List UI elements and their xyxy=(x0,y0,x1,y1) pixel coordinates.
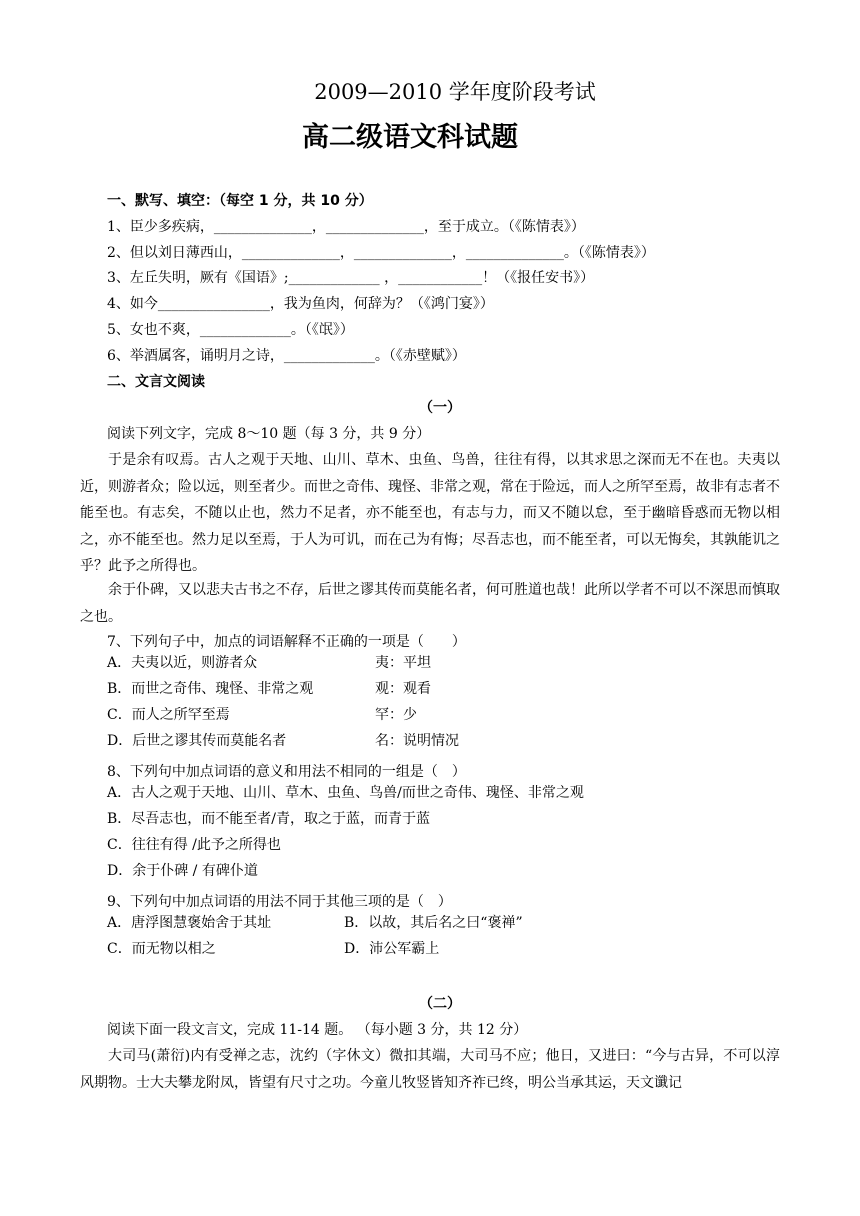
question-7-option-a-gloss: 夷：平坦 xyxy=(375,655,431,671)
question-9-option-c: C．而无物以相之 xyxy=(107,941,216,957)
part1-instruction: 阅读下列文字，完成 8～10 题（每 3 分，共 9 分） xyxy=(107,426,431,442)
fill-item-5: 5、女也不爽，_____________。（《氓》） xyxy=(107,322,354,338)
question-9-option-a: A．唐浮图慧褒始舍于其址 xyxy=(107,915,272,931)
passage1-paragraph-1: 于是余有叹焉。古人之观于天地、山川、草木、虫鱼、鸟兽，往往有得，以其求思之深而无不在也。夫夷以近，则游者众；险以远，则至者少。而世之奇伟、瑰怪、非常之观，常在于险远，而人之所罕至焉，故非有志者不能至也。有志矣，不随以止也，然力不足者，亦不能至也，有志与力，而又不随以怠，至于幽暗昏惑而无物以相之，亦不能至也。然力足以至焉，于人为可讥，而在己为有悔；尽吾志也，而不能至者，可以无悔矣，其孰能讥之乎？此予之所得也。 xyxy=(80,452,780,574)
question-7-option-b-gloss: 观：观看 xyxy=(375,681,431,697)
question-7-option-c-gloss: 罕：少 xyxy=(375,707,417,723)
question-7-stem: 7、下列句子中，加点的词语解释不正确的一项是（ ） xyxy=(107,634,466,650)
part1-label: （一） xyxy=(419,400,461,416)
question-8-option-c: C．往往有得 /此予之所得也 xyxy=(107,837,281,853)
question-7-option-d-gloss: 名：说明情况 xyxy=(375,733,459,749)
passage1-paragraph-2: 余于仆碑，又以悲夫古书之不存，后世之谬其传而莫能名者，何可胜道也哉！此所以学者不可以不深思而慎取之也。 xyxy=(80,582,780,625)
section1-heading: 一、默写、填空：（每空 1 分，共 10 分） xyxy=(107,193,373,209)
question-8-option-b: B．尽吾志也，而不能至者/青，取之于蓝，而青于蓝 xyxy=(107,811,431,827)
fill-item-2: 2、但以刘日薄西山，______________，______________，______________。（《陈情表》） xyxy=(107,245,655,261)
fill-item-1: 1、臣少多疾病，______________，______________，至于成立。（《陈情表》） xyxy=(107,219,585,235)
fill-item-3: 3、左丘失明，厥有《国语》;_____________ ，____________！（《报任安书》） xyxy=(107,270,595,286)
question-8-option-a: A．古人之观于天地、山川、草木、虫鱼、鸟兽/而世之奇伟、瑰怪、非常之观 xyxy=(107,785,584,801)
exam-subtitle: 2009—2010 学年度阶段考试 xyxy=(314,80,596,104)
fill-item-6: 6、举酒属客，诵明月之诗，_____________。（《赤壁赋》） xyxy=(107,348,466,364)
part2-instruction: 阅读下面一段文言文，完成 11-14 题。 （每小题 3 分，共 12 分） xyxy=(107,1022,528,1038)
question-9-option-b: B．以故，其后名之曰“褒禅” xyxy=(344,915,523,931)
part2-label: （二） xyxy=(419,996,461,1012)
fill-item-4: 4、如今________________，我为鱼肉，何辞为？（《鸿门宴》） xyxy=(107,296,494,312)
question-9-stem: 9、下列句中加点词语的用法不同于其他三项的是（ ） xyxy=(107,894,452,910)
question-9-option-d: D．沛公军霸上 xyxy=(344,941,440,957)
question-7-option-d: D．后世之谬其传而莫能名者 xyxy=(107,733,287,749)
section2-heading: 二、文言文阅读 xyxy=(107,374,205,390)
passage2-paragraph-1: 大司马(萧衍)内有受禅之志，沈约（字休文）微扣其端，大司马不应；他日，又进曰：“今与古异，不可以淳风期物。士大夫攀龙附凤，皆望有尺寸之功。今童儿牧竖皆知齐祚已终，明公当承其运，天文谶记 xyxy=(80,1048,780,1091)
exam-title: 高二级语文科试题 xyxy=(302,122,518,153)
question-7-option-a: A．夫夷以近，则游者众 xyxy=(107,655,258,671)
question-8-option-d: D．余于仆碑 / 有碑仆道 xyxy=(107,863,258,879)
question-7-option-c: C．而人之所罕至焉 xyxy=(107,707,230,723)
question-7-option-b: B．而世之奇伟、瑰怪、非常之观 xyxy=(107,681,314,697)
question-8-stem: 8、下列句中加点词语的意义和用法不相同的一组是（ ） xyxy=(107,764,466,780)
